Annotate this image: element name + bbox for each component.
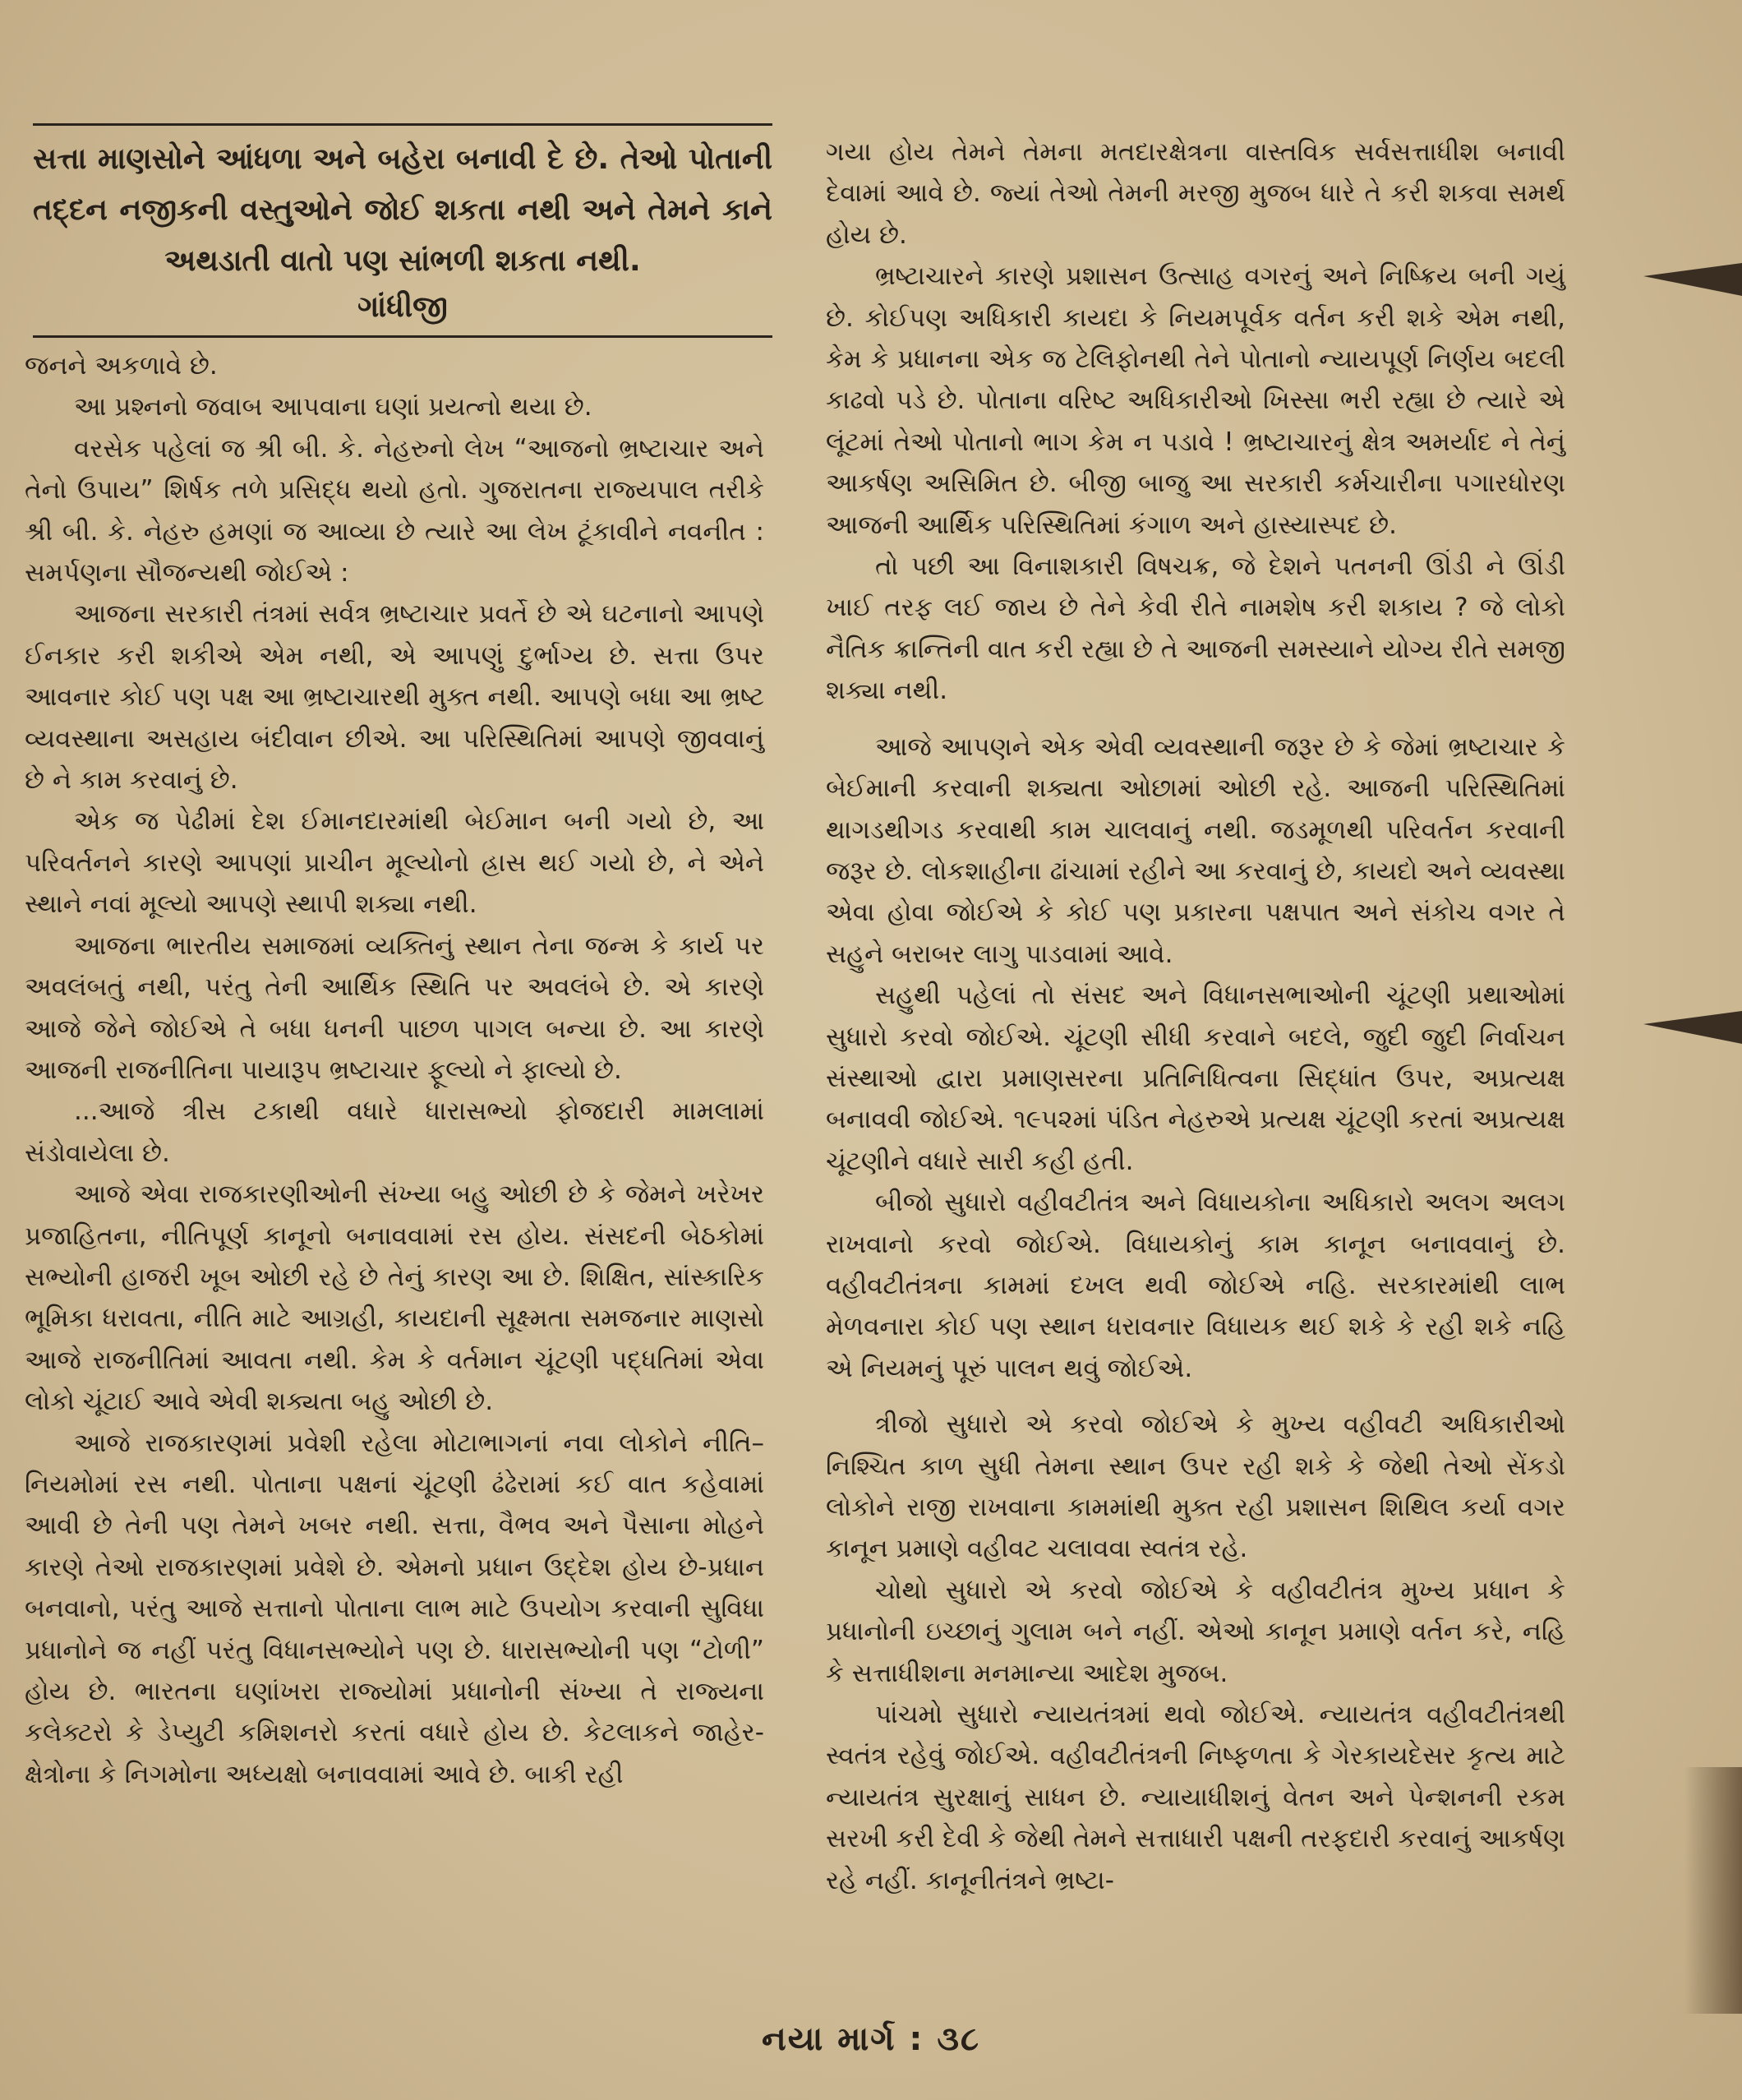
quote-author: ગાંધીજી <box>357 290 448 324</box>
left-column <box>25 345 764 1795</box>
paragraph: બીજો સુધારો વહીવટીતંત્ર અને વિધાયકોના અધિકારો અલગ અલગ રાખવાનો કરવો જોઈએ. વિધાયકોનું કામ કાનૂન બનાવવાનું છે. વહીવટીતંત્રના કામમાં દખલ થવી જોઈએ નહિ. સરકારમાંથી લાભ મેળવનારા કોઈ પણ સ્થાન ધરાવનાર વિધાયક થઈ શકે કે રહી શકે નહિ એ નિયમનું પૂરું પાલન થવું જોઈએ. <box>826 1188 1565 1383</box>
paragraph: આજે રાજકારણમાં પ્રવેશી રહેલા મોટાભાગનાં નવા લોકોને નીતિ–નિયમોમાં રસ નથી. પોતાના પક્ષનાં ચૂંટણી ઢંઢેરામાં કઈ વાત કહેવામાં આવી છે તેની પણ તેમને ખબર નથી. સત્તા, વૈભવ અને પૈસાના મોહને કારણે તેઓ રાજકારણમાં પ્રવેશે છે. એમનો પ્રધાન ઉદ્દેશ હોય છે-પ્રધાન બનવાનો, પરંતુ આજે સત્તાનો પોતાના લાભ માટે ઉપયોગ કરવાની સુવિધા પ્રધાનોને જ નહીં પરંતુ વિધાનસભ્યોને પણ છે. ધારાસભ્યોની પણ “ટોળી” હોય છે. ભારતના ઘણાંખરા રાજ્યોમાં પ્રધાનોની સંખ્યા તે રાજ્યના કલેક્ટરો કે ડેપ્યુટી કમિશનરો કરતાં વધારે હોય છે. કેટલાકને જાહેર-ક્ષેત્રોના કે નિગમોના અધ્યક્ષો બનાવવામાં આવે છે. બાકી રહી <box>25 1428 764 1789</box>
quote-text: સત્તા માણસોને આંધળા અને બહેરા બનાવી દે છે. તેઓ પોતાની તદ્દન નજીકની વસ્તુઓને જોઈ શકતા નથી અને તેમને કાને અથડાતી વાતો પણ સાંભળી શકતા નથી. <box>33 142 772 278</box>
right-column <box>826 132 1565 1901</box>
paragraph: ભ્રષ્ટાચારને કારણે પ્રશાસન ઉત્સાહ વગરનું અને નિષ્ક્રિય બની ગયું છે. કોઈપણ અધિકારી કાયદા કે નિયમપૂર્વક વર્તન કરી શકે એમ નથી, કેમ કે પ્રધાનના એક જ ટેલિફોનથી તેને પોતાનો ન્યાયપૂર્ણ નિર્ણય બદલી કાઢવો પડે છે. પોતાના વરિષ્ટ અધિકારીઓ ખિસ્સા ભરી રહ્યા છે ત્યારે એ લૂંટમાં તેઓ પોતાનો ભાગ કેમ ન પડાવે ! ભ્રષ્ટાચારનું ક્ષેત્ર અમર્યાદ ને તેનું આકર્ષણ અસિમિત છે. બીજી બાજુ આ સરકારી કર્મચારીના પગારધોરણ આજની આર્થિક પરિસ્થિતિમાં કંગાળ અને હાસ્યાસ્પદ છે. <box>826 261 1565 540</box>
paragraph: ચોથો સુધારો એ કરવો જોઈએ કે વહીવટીતંત્ર મુખ્ય પ્રધાન કે પ્રધાનોની ઇચ્છાનું ગુલામ બને નહીં. એઓ કાનૂન પ્રમાણે વર્તન કરે, નહિ કે સત્તાધીશના મનમાન્યા આદેશ મુજબ. <box>826 1575 1565 1688</box>
edge-stain <box>1684 1767 1742 2014</box>
paragraph: વરસેક પહેલાં જ શ્રી બી. કે. નેહરુનો લેખ “આજનો ભ્રષ્ટાચાર અને તેનો ઉપાય” શિર્ષક તળે પ્રસિદ્ધ થયો હતો. ગુજરાતના રાજ્યપાલ તરીકે શ્રી બી. કે. નેહરુ હમણાં જ આવ્યા છે ત્યારે આ લેખ ટૂંકાવીને નવનીત : સમર્પણના સૌજન્યથી જોઈએ : <box>25 433 764 588</box>
paragraph: આજે આપણને એક એવી વ્યવસ્થાની જરૂર છે કે જેમાં ભ્રષ્ટાચાર કે બેઈમાની કરવાની શક્યતા ઓછામાં ઓછી રહે. આજની પરિસ્થિતિમાં થાગડથીગડ કરવાથી કામ ચાલવાનું નથી. જડમૂળથી પરિવર્તન કરવાની જરૂર છે. લોકશાહીના ઢાંચામાં રહીને આ કરવાનું છે, કાયદો અને વ્યવસ્થા એવા હોવા જોઈએ કે કોઈ પણ પ્રકારના પક્ષપાત અને સંકોચ વગર તે સહુને બરાબર લાગુ પાડવામાં આવે. <box>826 732 1565 969</box>
paragraph: આજે એવા રાજકારણીઓની સંખ્યા બહુ ઓછી છે કે જેમને ખરેખર પ્રજાહિતના, નીતિપૂર્ણ કાનૂનો બનાવવામાં રસ હોય. સંસદની બેઠકોમાં સભ્યોની હાજરી ખૂબ ઓછી રહે છે તેનું કારણ આ છે. શિક્ષિત, સાંસ્કારિક ભૂમિકા ધરાવતા, નીતિ માટે આગ્રહી, કાયદાની સૂક્ષ્મતા સમજનાર માણસો આજે રાજનીતિમાં આવતા નથી. કેમ કે વર્તમાન ચૂંટણી પદ્ધતિમાં એવા લોકો ચૂંટાઈ આવે એવી શક્યતા બહુ ઓછી છે. <box>25 1179 764 1417</box>
paragraph: તો પછી આ વિનાશકારી વિષચક્ર, જે દેશને પતનની ઊંડી ને ઊંડી ખાઈ તરફ લઈ જાય છે તેને કેવી રીતે નામશેષ કરી શકાય ? જે લોકો નૈતિક ક્રાન્તિની વાત કરી રહ્યા છે તે આજની સમસ્યાને યોગ્ય રીતે સમજી શક્યા નથી. <box>826 552 1565 706</box>
page-tear-mark <box>1643 263 1742 296</box>
paragraph: આ પ્રશ્નનો જવાબ આપવાના ઘણાં પ્રયત્નો થયા છે. <box>74 392 592 422</box>
paragraph: ત્રીજો સુધારો એ કરવો જોઈએ કે મુખ્ય વહીવટી અધિકારીઓ નિશ્ચિત કાળ સુધી તેમના સ્થાન ઉપર રહી શકે કે જેથી તેઓ સેંકડો લોકોને રાજી રાખવાના કામમાંથી મુક્ત રહી પ્રશાસન શિથિલ કર્યા વગર કાનૂન પ્રમાણે વહીવટ ચલાવવા સ્વતંત્ર રહે. <box>826 1410 1565 1564</box>
paragraph: ...આજે ત્રીસ ટકાથી વધારે ધારાસભ્યો ફોજદારી મામલામાં સંડોવાયેલા છે. <box>25 1096 764 1168</box>
paragraph: સહુથી પહેલાં તો સંસદ અને વિધાનસભાઓની ચૂંટણી પ્રથાઓમાં સુધારો કરવો જોઈએ. ચૂંટણી સીધી કરવાને બદલે, જુદી જુદી નિર્વાચન સંસ્થાઓ દ્વારા પ્રમાણસરના પ્રતિનિધિત્વના સિદ્ધાંત ઉપર, અપ્રત્યક્ષ બનાવવી જોઈએ. ૧૯૫૨માં પંડિત નેહરુએ પ્રત્યક્ષ ચૂંટણી કરતાં અપ્રત્યક્ષ ચૂંટણીને વધારે સારી કહી હતી. <box>826 981 1565 1176</box>
paragraph: જનને અકળાવે છે. <box>25 351 218 381</box>
paragraph: આજના સરકારી તંત્રમાં સર્વત્ર ભ્રષ્ટાચાર પ્રવર્તે છે એ ઘટનાનો આપણે ઈનકાર કરી શકીએ એમ નથી, એ આપણું દુર્ભાગ્ય છે. સત્તા ઉપર આવનાર કોઈ પણ પક્ષ આ ભ્રષ્ટાચારથી મુક્ત નથી. આપણે બધા આ ભ્રષ્ટ વ્યવસ્થાના અસહાય બંદીવાન છીએ. આ પરિસ્થિતિમાં આપણે જીવવાનું છે ને કામ કરવાનું છે. <box>25 599 764 796</box>
paragraph: આજના ભારતીય સમાજમાં વ્યક્તિનું સ્થાન તેના જન્મ કે કાર્ય પર અવલંબતું નથી, પરંતુ તેની આર્થિક સ્થિતિ પર અવલંબે છે. એ કારણે આજે જેને જોઈએ તે બધા ધનની પાછળ પાગલ બન્યા છે. આ કારણે આજની રાજનીતિના પાયારૂપ ભ્રષ્ટાચાર ફૂલ્યો ને ફાલ્યો છે. <box>25 930 764 1085</box>
page-tear-mark <box>1643 1011 1742 1044</box>
paragraph: ગયા હોય તેમને તેમના મતદારક્ષેત્રના વાસ્તવિક સર્વસત્તાધીશ બનાવી દેવામાં આવે છે. જ્યાં તેઓ તેમની મરજી મુજબ ધારે તે કરી શકવા સમર્થ હોય છે. <box>826 137 1565 250</box>
paragraph: એક જ પેઢીમાં દેશ ઈમાનદારમાંથી બેઈમાન બની ગયો છે, આ પરિવર્તનને કારણે આપણાં પ્રાચીન મૂલ્યોનો હ્રાસ થઈ ગયો છે, ને એને સ્થાને નવાં મૂલ્યો આપણે સ્થાપી શક્યા નથી. <box>25 806 764 920</box>
page-footer: નયા માર્ગ : ૩૮ <box>761 2020 980 2058</box>
quote-box <box>33 123 772 338</box>
paragraph: પાંચમો સુધારો ન્યાયતંત્રમાં થવો જોઈએ. ન્યાયતંત્ર વહીવટીતંત્રથી સ્વતંત્ર રહેવું જોઈએ. વહીવટીતંત્રની નિષ્ફળતા કે ગેરકાયદેસર કૃત્ય માટે ન્યાયતંત્ર સુરક્ષાનું સાધન છે. ન્યાયાધીશનું વેતન અને પેન્શનની રકમ સરખી કરી દેવી કે જેથી તેમને સત્તાધારી પક્ષની તરફદારી કરવાનું આકર્ષણ રહે નહીં. કાનૂનીતંત્રને ભ્રષ્ટા- <box>826 1700 1565 1895</box>
